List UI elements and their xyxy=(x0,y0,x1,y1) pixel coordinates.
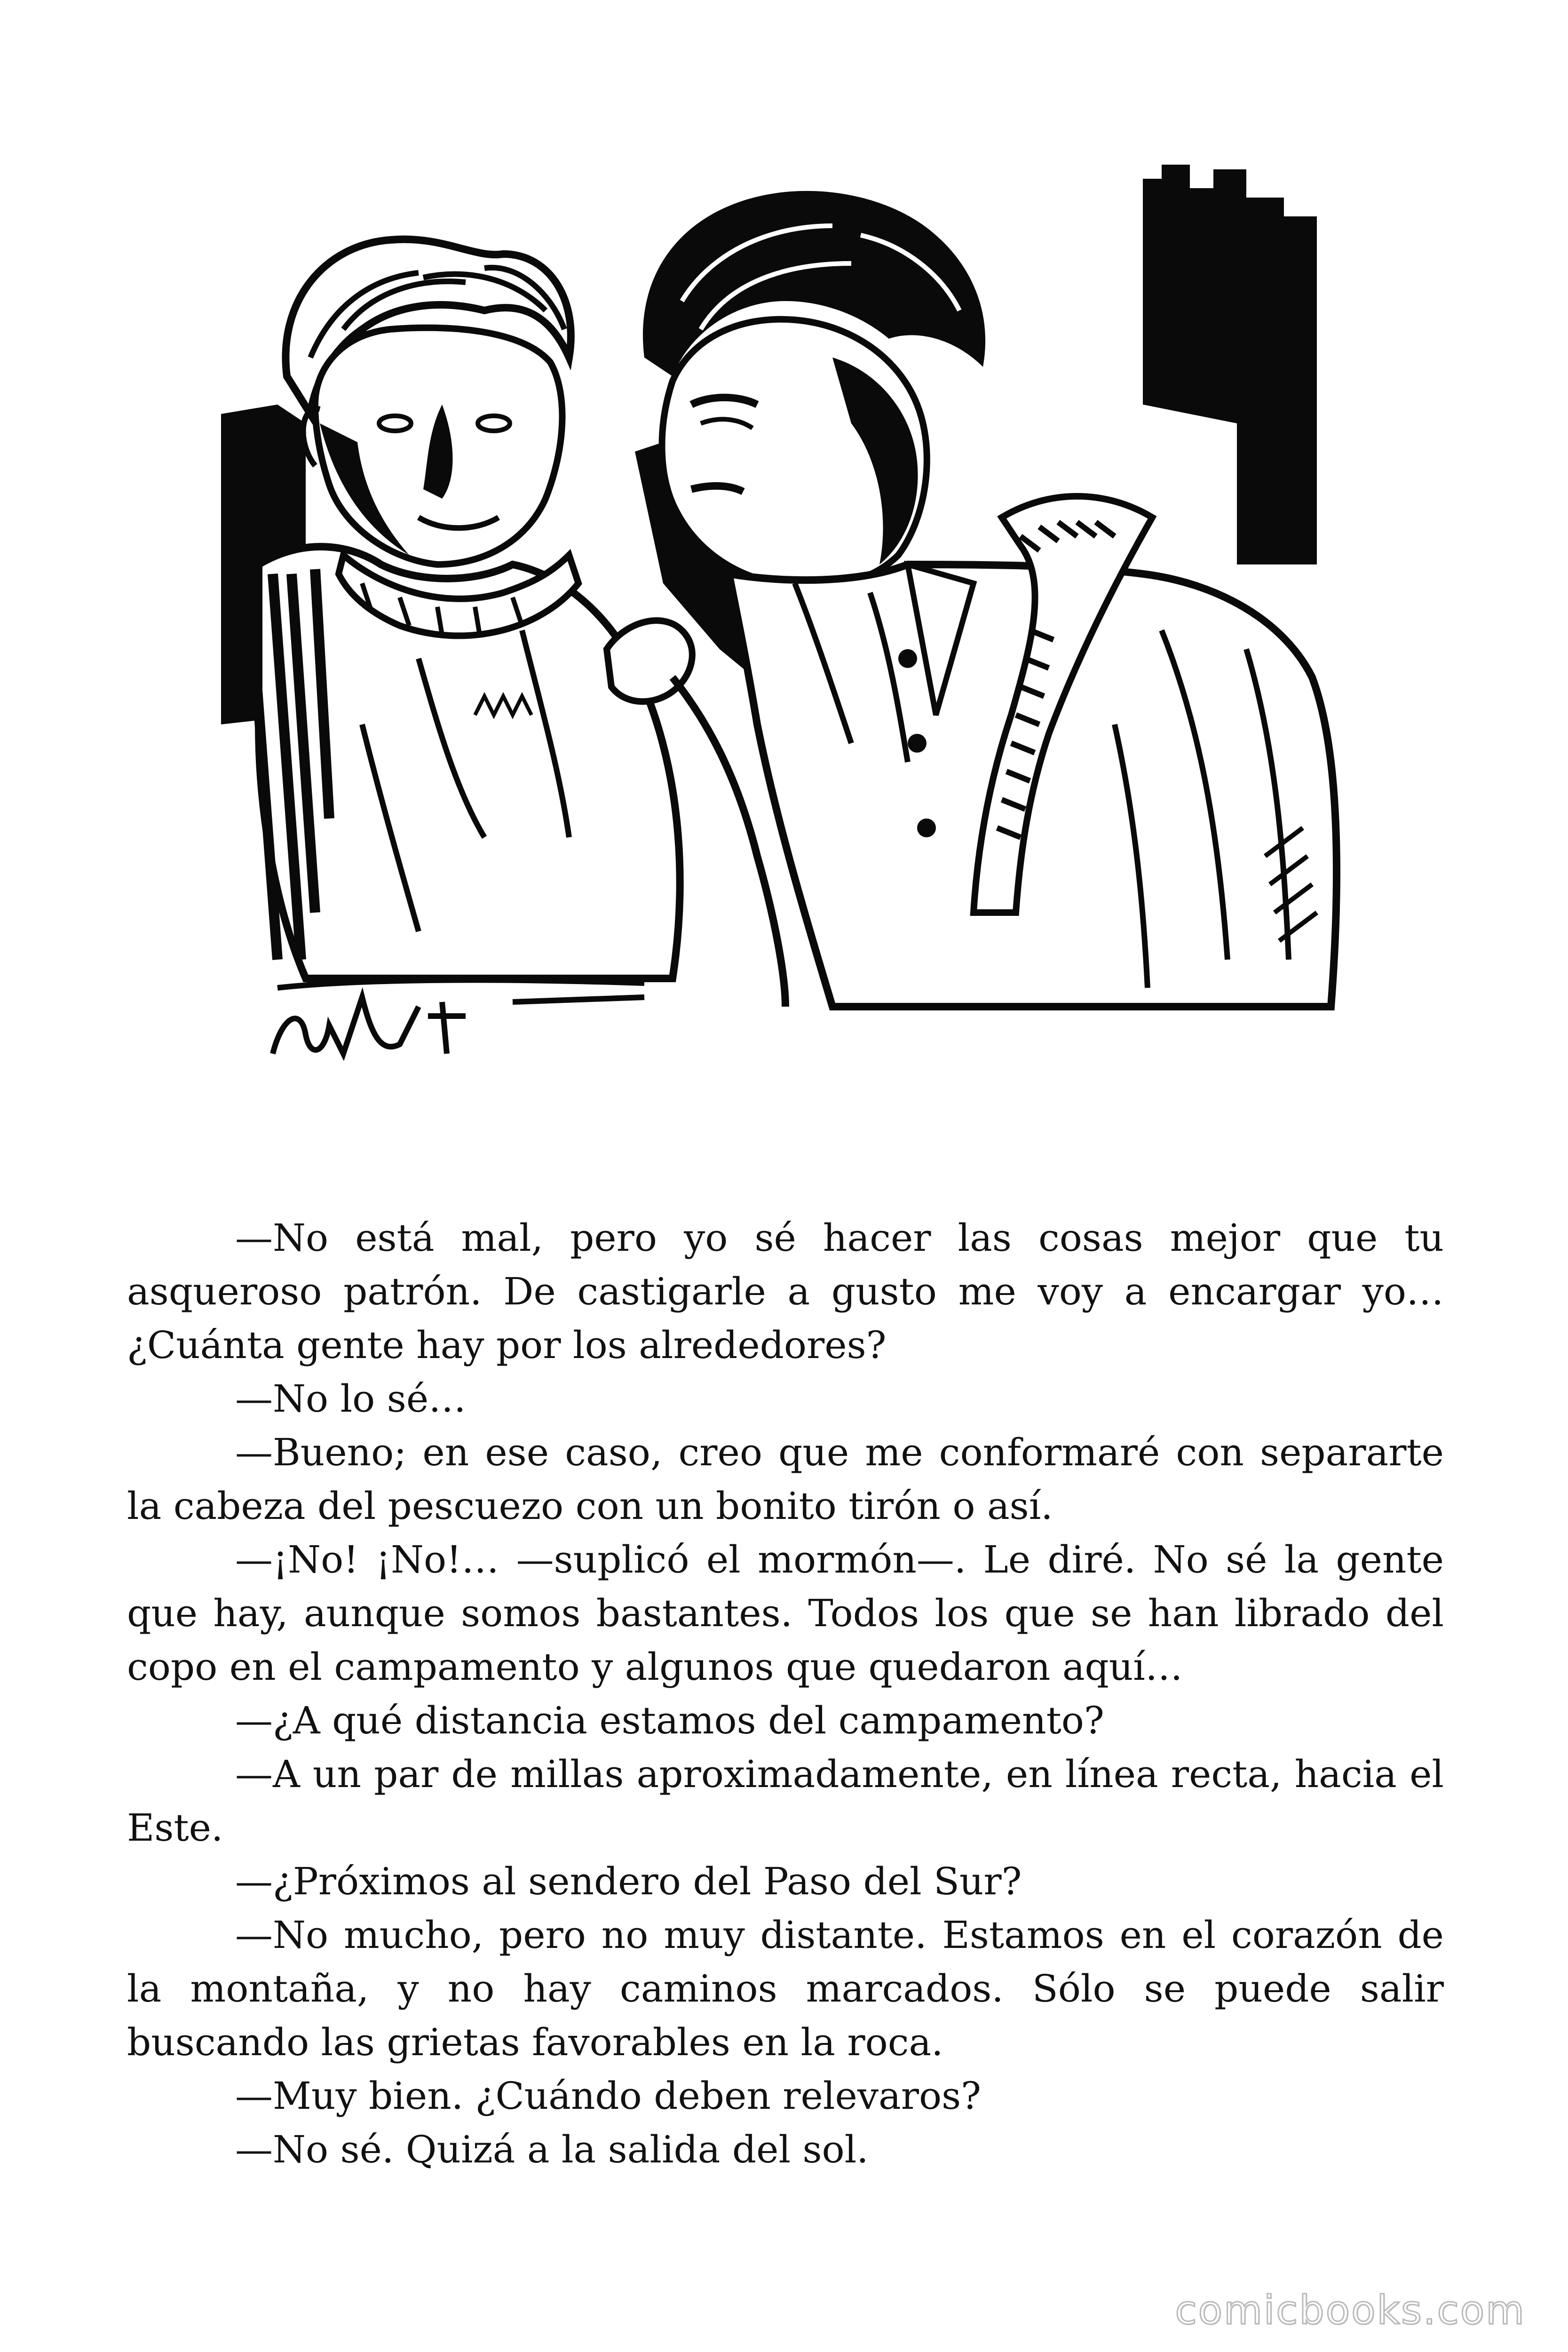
left-man-eye-left xyxy=(379,416,411,431)
coat-button xyxy=(908,734,927,753)
paragraph: —Muy bien. ¿Cuándo deben relevaros? xyxy=(235,2074,982,2118)
building-silhouette xyxy=(1143,165,1317,564)
coat-button xyxy=(917,818,936,837)
paragraph: —No mucho, pero no muy distante. Estamos en el corazón de la montaña, y no hay caminos marcados. Sólo se puede salir buscando las grietas favorables en la roca. xyxy=(127,1913,1444,2064)
paragraph: —¿Próximos al sendero del Paso del Sur? xyxy=(235,1859,1022,1903)
paragraph: —Bueno; en ese caso, creo que me conformaré con separarte la cabeza del pescuezo con un bonito tirón o así. xyxy=(127,1430,1444,1528)
paragraph: —A un par de millas aproximadamente, en línea recta, hacia el Este. xyxy=(127,1752,1444,1850)
artist-signature xyxy=(273,997,466,1054)
paragraph: —¿A qué distancia estamos del campamento? xyxy=(235,1699,1104,1742)
ground-strokes xyxy=(277,980,644,1002)
watermark: comicbooks.com xyxy=(1175,2287,1526,2333)
left-man-eye-right xyxy=(478,416,510,431)
paragraph: —No sé. Quizá a la salida del sol. xyxy=(235,2128,869,2171)
comic-illustration xyxy=(221,160,1350,1082)
coat-button xyxy=(898,649,917,668)
paragraph: —No está mal, pero yo sé hacer las cosas mejor que tu asqueroso patrón. De castigarle a gusto me voy a encargar yo… ¿Cuánta gente hay por los alrededores? xyxy=(127,1216,1444,1367)
paragraph: —No lo sé… xyxy=(235,1377,467,1421)
paragraph: —¡No! ¡No!… —suplicó el mormón—. Le diré. No sé la gente que hay, aunque somos bastantes. Todos los que se han librado del copo en el campamento y algunos que quedaron aquí… xyxy=(127,1538,1444,1689)
story-text xyxy=(127,1211,1444,2177)
illustration-svg xyxy=(221,160,1350,1082)
